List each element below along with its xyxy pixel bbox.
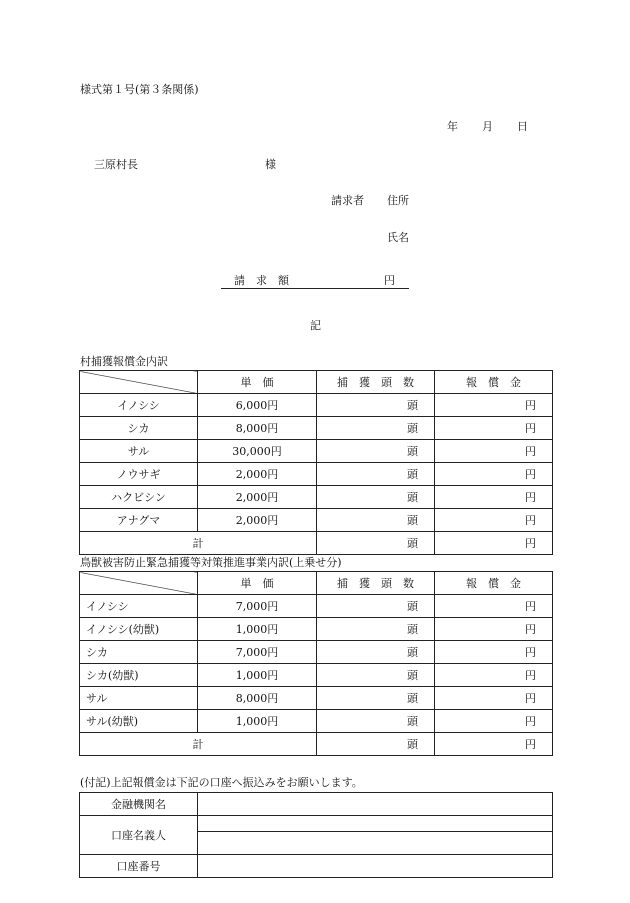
table-header-row (80, 572, 553, 595)
table-row (80, 440, 553, 463)
reward-cell[interactable]: 円 (435, 687, 553, 710)
table-row (80, 486, 553, 509)
count-cell[interactable]: 頭 (317, 618, 435, 641)
animal-cell: アナグマ (80, 509, 198, 532)
price-cell: 1,000円 (198, 710, 317, 733)
count-cell[interactable]: 頭 (317, 394, 435, 417)
reward-cell[interactable]: 円 (435, 710, 553, 733)
table-row (80, 509, 553, 532)
animal-cell: イノシシ(幼獣) (80, 618, 198, 641)
count-cell[interactable]: 頭 (317, 440, 435, 463)
reward-cell[interactable]: 円 (435, 664, 553, 687)
table-row (80, 417, 553, 440)
total-reward-cell[interactable]: 円 (435, 733, 553, 756)
table-row (80, 641, 553, 664)
bank-note: (付記)上記報償金は下記の口座へ振込みをお願いします。 (80, 776, 363, 789)
header-unit-price: 単 価 (198, 371, 317, 394)
price-cell: 2,000円 (198, 486, 317, 509)
bank-institution-row (80, 793, 553, 816)
price-cell: 1,000円 (198, 664, 317, 687)
count-cell[interactable]: 頭 (317, 687, 435, 710)
header-capture-count: 捕 獲 頭 数 (317, 572, 435, 595)
amount-underline (221, 288, 409, 289)
amount-unit: 円 (384, 274, 395, 287)
header-unit-price: 単 価 (198, 572, 317, 595)
reward-cell[interactable]: 円 (435, 463, 553, 486)
animal-cell: ノウサギ (80, 463, 198, 486)
form-title: 様式第１号(第３条関係) (80, 83, 199, 96)
table-total-row (80, 733, 553, 756)
count-cell[interactable]: 頭 (317, 641, 435, 664)
bank-number-field[interactable] (198, 855, 553, 878)
header-reward: 報 償 金 (435, 371, 553, 394)
price-cell: 8,000円 (198, 417, 317, 440)
animal-cell: イノシシ (80, 595, 198, 618)
addressee-name: 三原村長 (94, 158, 138, 171)
table-row (80, 463, 553, 486)
header-capture-count: 捕 獲 頭 数 (317, 371, 435, 394)
price-cell: 6,000円 (198, 394, 317, 417)
animal-cell: ハクビシン (80, 486, 198, 509)
count-cell[interactable]: 頭 (317, 417, 435, 440)
reward-cell[interactable]: 円 (435, 509, 553, 532)
reward-cell[interactable]: 円 (435, 641, 553, 664)
animal-cell: シカ(幼獣) (80, 664, 198, 687)
reward-cell[interactable]: 円 (435, 595, 553, 618)
count-cell[interactable]: 頭 (317, 664, 435, 687)
table2-title: 鳥獣被害防止緊急捕獲等対策推進事業内訳(上乗せ分) (80, 556, 342, 569)
count-cell[interactable]: 頭 (317, 509, 435, 532)
animal-cell: サル (80, 440, 198, 463)
reward-cell[interactable]: 円 (435, 440, 553, 463)
bank-holder-kana-field[interactable] (198, 816, 553, 832)
addressee-honorific: 様 (265, 158, 276, 171)
reward-cell[interactable]: 円 (435, 417, 553, 440)
count-cell[interactable]: 頭 (317, 710, 435, 733)
price-cell: 2,000円 (198, 509, 317, 532)
diagonal-header-cell (80, 572, 198, 595)
bank-holder-row (80, 816, 553, 832)
requester-name-label: 氏名 (387, 231, 409, 244)
header-reward: 報 償 金 (435, 572, 553, 595)
reward-cell[interactable]: 円 (435, 486, 553, 509)
table-header-row (80, 371, 553, 394)
total-count-cell[interactable]: 頭 (317, 532, 435, 555)
table-total-row (80, 532, 553, 555)
total-label: 計 (80, 733, 317, 756)
village-reward-table (79, 370, 553, 555)
reward-cell[interactable]: 円 (435, 394, 553, 417)
table-row (80, 595, 553, 618)
price-cell: 8,000円 (198, 687, 317, 710)
table-row (80, 394, 553, 417)
bank-number-label: 口座番号 (80, 855, 198, 878)
date-day-label: 日 (517, 120, 528, 133)
bank-number-row (80, 855, 553, 878)
table-row (80, 618, 553, 641)
animal-cell: サル(幼獣) (80, 710, 198, 733)
bank-account-table (79, 792, 553, 878)
requester-address-label: 住所 (387, 194, 409, 207)
total-count-cell[interactable]: 頭 (317, 733, 435, 756)
animal-cell: シカ (80, 417, 198, 440)
price-cell: 7,000円 (198, 595, 317, 618)
price-cell: 7,000円 (198, 641, 317, 664)
animal-cell: シカ (80, 641, 198, 664)
bank-institution-field[interactable] (198, 793, 553, 816)
total-label: 計 (80, 532, 317, 555)
table1-title: 村捕獲報償金内訳 (80, 355, 168, 368)
diagonal-header-cell (80, 371, 198, 394)
table-row (80, 664, 553, 687)
reward-cell[interactable]: 円 (435, 618, 553, 641)
amount-label: 請 求 額 (234, 274, 289, 287)
subsidy-reward-table (79, 571, 553, 756)
table-row (80, 710, 553, 733)
bank-institution-label: 金融機関名 (80, 793, 198, 816)
requester-label: 請求者 (331, 194, 364, 207)
price-cell: 1,000円 (198, 618, 317, 641)
count-cell[interactable]: 頭 (317, 463, 435, 486)
animal-cell: サル (80, 687, 198, 710)
price-cell: 2,000円 (198, 463, 317, 486)
table-row (80, 687, 553, 710)
date-year-label: 年 (447, 120, 458, 133)
price-cell: 30,000円 (198, 440, 317, 463)
count-cell[interactable]: 頭 (317, 486, 435, 509)
count-cell[interactable]: 頭 (317, 595, 435, 618)
animal-cell: イノシシ (80, 394, 198, 417)
bank-holder-label: 口座名義人 (80, 816, 198, 855)
ki-label: 記 (310, 319, 321, 332)
bank-holder-field[interactable] (198, 832, 553, 855)
total-reward-cell[interactable]: 円 (435, 532, 553, 555)
date-month-label: 月 (482, 120, 493, 133)
